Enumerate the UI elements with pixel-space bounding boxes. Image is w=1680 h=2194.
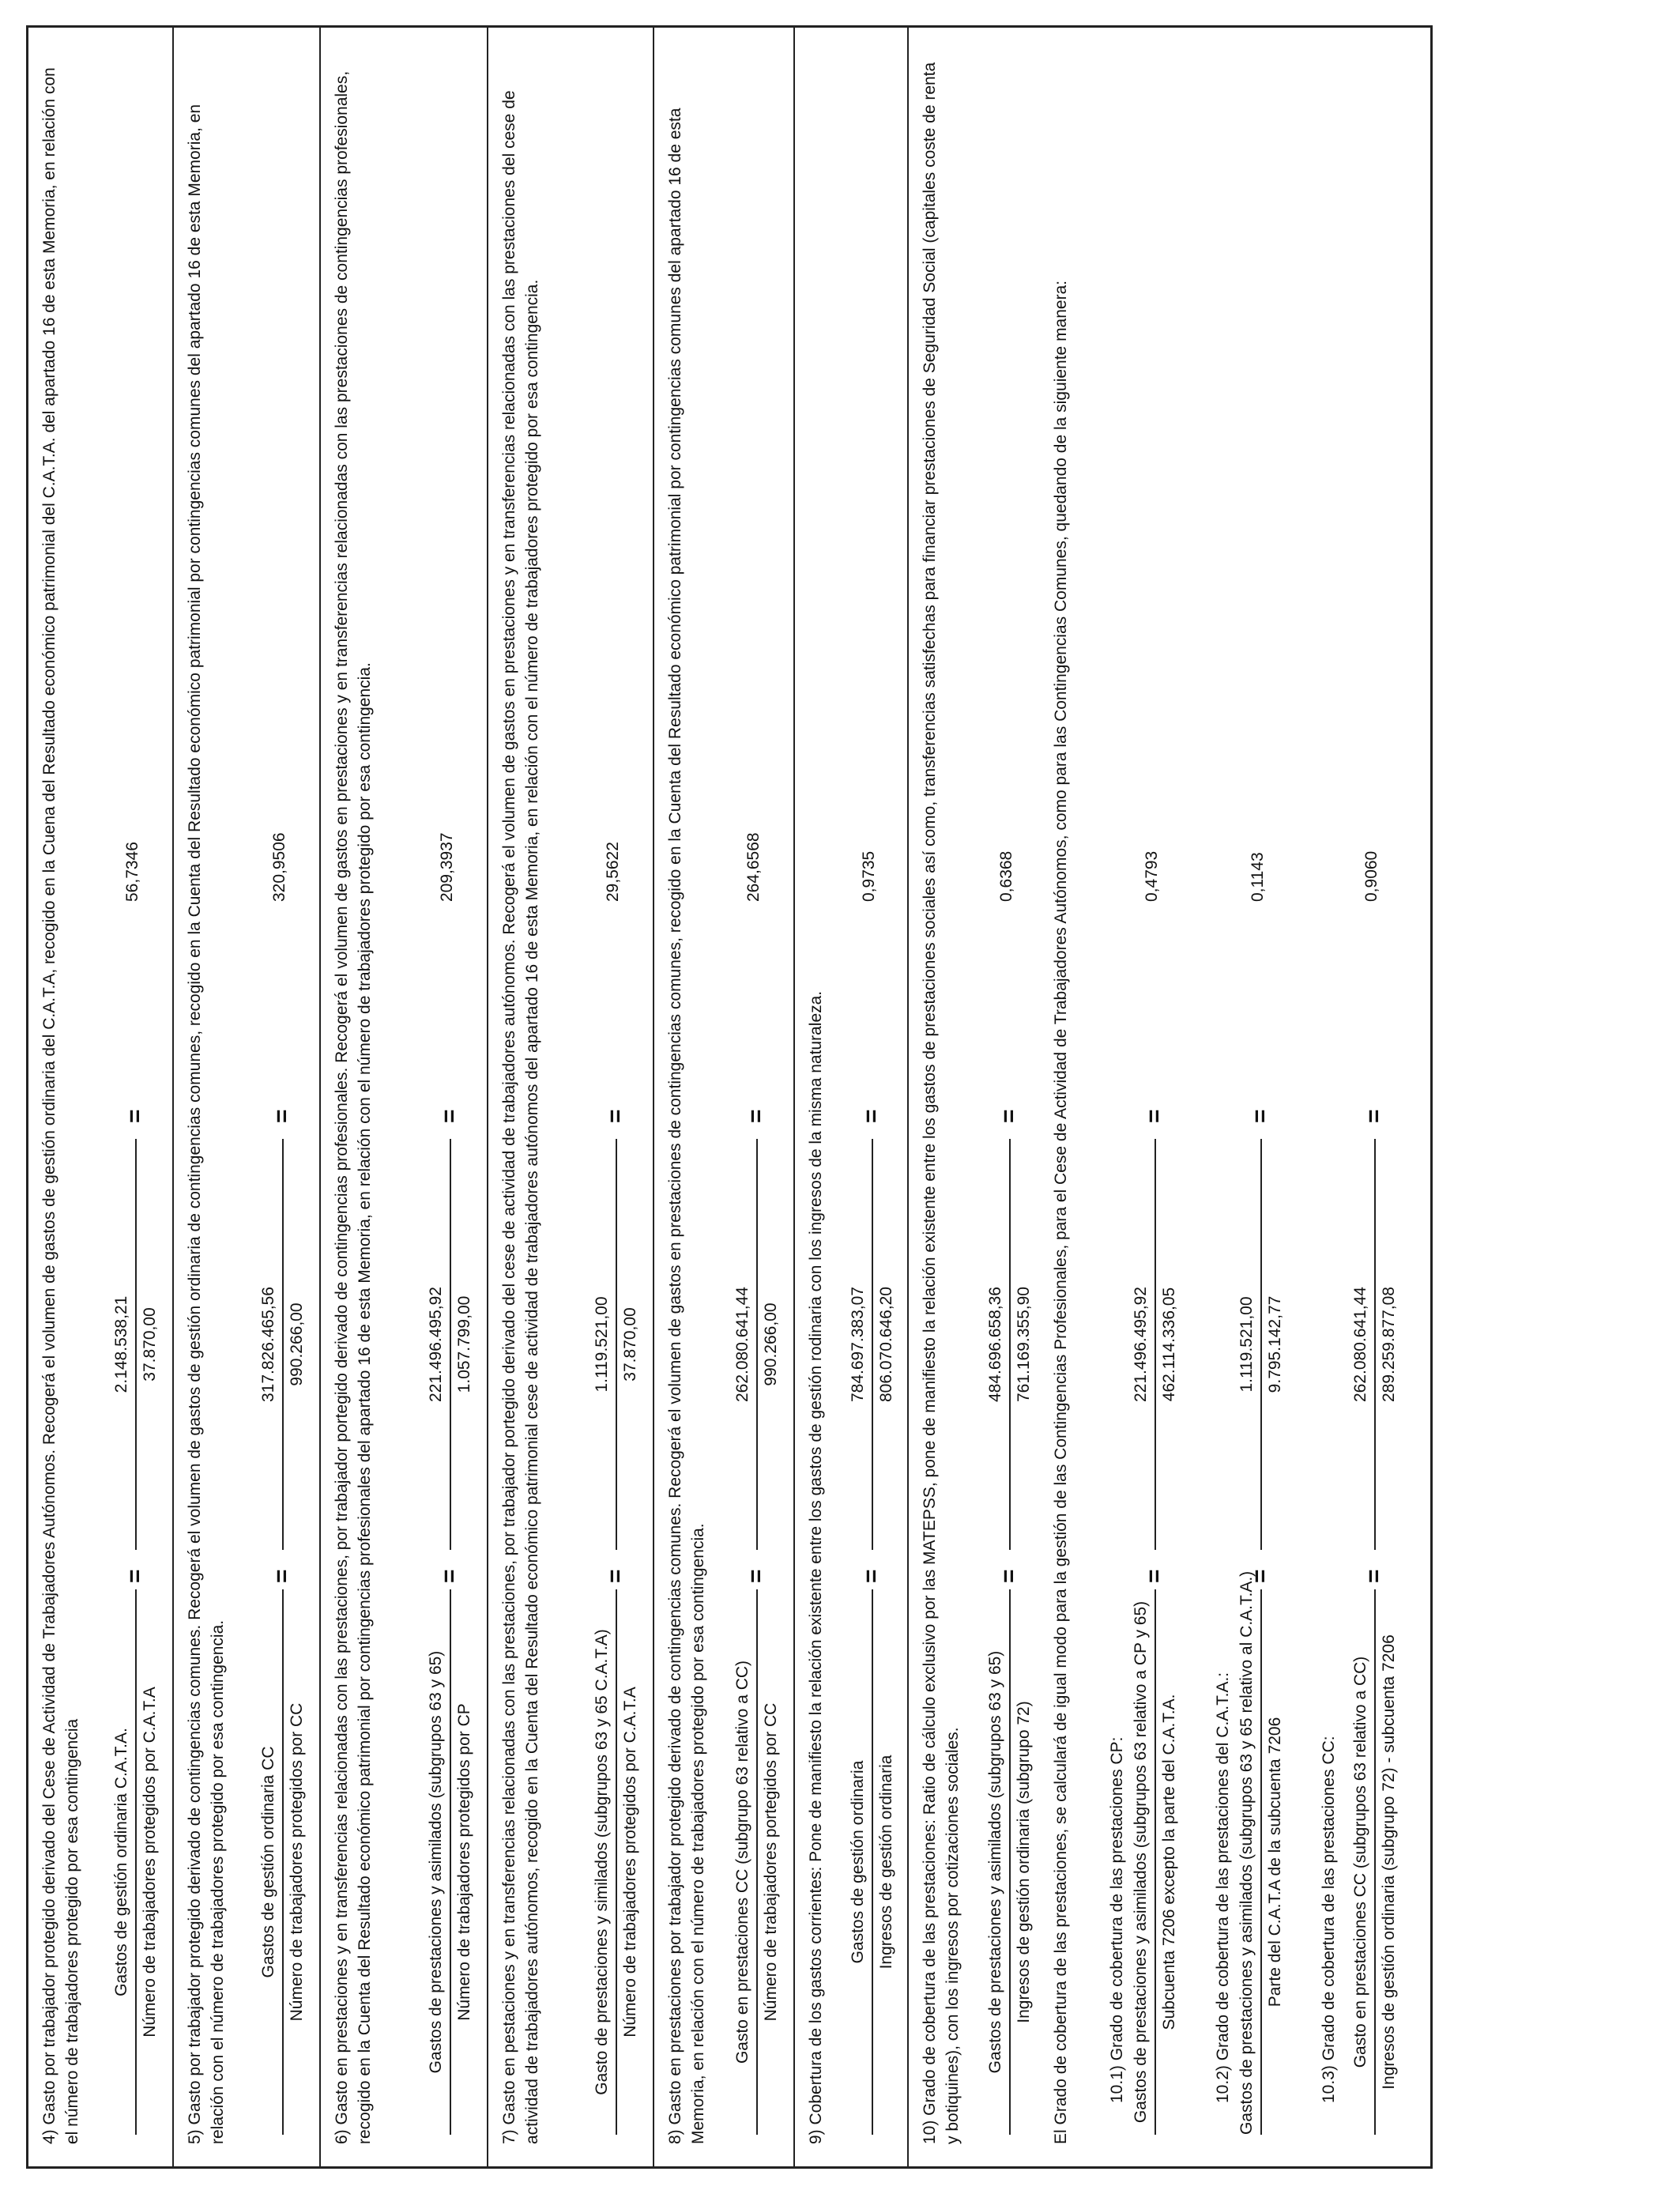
equals-sign: = xyxy=(436,1569,462,1583)
result-value: 0,9060 xyxy=(1362,850,1381,902)
numerator-value: 484.696.658,36 xyxy=(986,1287,1004,1402)
denominator-value: 289.259.877,08 xyxy=(1380,1287,1398,1402)
numerator-value: 317.826.465,56 xyxy=(259,1287,277,1402)
denominator-label: Ingresos de gestión ordinaria (subgrupo 72) - subcuenta 7206 xyxy=(1380,1634,1398,2090)
numerator-value: 262.080.641,44 xyxy=(733,1287,751,1402)
denominator-label: Número de trabajadores protegidos por C.A.T.A xyxy=(621,1687,639,2038)
equals-sign: = xyxy=(743,1109,769,1123)
section-description: 5) Gasto por trabajador protegido derivado de contingencias comunes. Recogerá el volumen de gastos de gestión ordinaria de contingencias comunes, recogido en la Cuenta del Resultado económico patrimonial por contingencias comunes del apartado 16 de esta Memoria, en relación con el número de trabajadores protegido por esa contingencia. xyxy=(186,104,227,2144)
numerator-label: Gastos de prestaciones y asimilados (subgrupos 63 y 65) xyxy=(986,1650,1004,2074)
result-value: 320,9506 xyxy=(270,832,288,902)
section-9 xyxy=(795,28,909,2166)
denominator-value: 761.169.355,90 xyxy=(1015,1287,1033,1402)
value-line xyxy=(1374,1139,1376,1550)
equals-sign: = xyxy=(743,1569,769,1583)
numerator-value: 1.119.521,00 xyxy=(1237,1296,1256,1393)
fraction-line xyxy=(872,1589,873,2135)
value-line xyxy=(450,1139,451,1550)
equals-sign: = xyxy=(1247,1569,1273,1583)
fraction-line xyxy=(1155,1589,1156,2135)
value-line xyxy=(1155,1139,1156,1550)
equals-sign: = xyxy=(602,1109,628,1123)
denominator-value: 1.057.799,00 xyxy=(455,1295,473,1393)
equals-sign: = xyxy=(436,1109,462,1123)
section-description: 4) Gasto por trabajador protegido derivado del Cese de Actividad de Trabajadores Autónomos. Recogerá el volumen de gastos de gestión ordinaria del C.A.T.A, recogido en la Cuena del Resultado económico patrimonial del C.A.T.A. del apartado 16 de esta Memoria, en relación con el número de trabajadores protegido por esa contingencia xyxy=(40,67,81,2144)
section-description: 8) Gasto en prestaciones por trabajador protegido derivado de contingencias comunes. Recogerá el volumen de gastos en prestaciones de contingencias comunes, recogido en la Cuenta del Resultado económico patrimonial por contingencias comunes del apartado 16 de esta Memoria, en relación con el número de trabajadores protegido por esa contingencia. xyxy=(666,107,707,2144)
numerator-label: Gasto en prestaciones CC (subgrupo 63 relativo a CC) xyxy=(733,1660,751,2064)
numerator-label: Gastos de prestaciones y asimilados (subgrupos 63 y 65 relativo al C.A.T.A.) xyxy=(1237,1570,1256,2135)
denominator-label: Número de trabajadores protegidos por CP xyxy=(455,1703,473,2021)
section-4 xyxy=(28,28,174,2166)
denominator-label: Ingresos de gestión ordinaria xyxy=(877,1755,895,1970)
fraction-line xyxy=(1009,1589,1011,2135)
result-value: 0,4793 xyxy=(1143,850,1161,902)
section-7 xyxy=(488,28,654,2166)
value-line xyxy=(756,1139,758,1550)
equals-sign: = xyxy=(1361,1109,1387,1123)
indicators-table xyxy=(26,25,1433,2169)
equals-sign: = xyxy=(858,1569,884,1583)
numerator-label: Gasto en prestaciones CC (subgrupos 63 relativo a CC) xyxy=(1351,1656,1369,2068)
equals-sign: = xyxy=(1141,1109,1167,1123)
numerator-label: Gastos de prestaciones y asimilados (subgrupos 63 relativo a CP y 65) xyxy=(1132,1600,1150,2124)
denominator-value: 990.266,00 xyxy=(762,1302,780,1386)
value-line xyxy=(616,1139,617,1550)
section-description: 9) Cobertura de los gastos corrientes: Pone de manifiesto la relación existente entre los gastos de gestión rodinaria con los ingresos de la misma naturaleza. xyxy=(807,990,825,2144)
numerator-value: 262.080.641,44 xyxy=(1351,1287,1369,1402)
denominator-label: Parte del C.A.T.A de la subcuenta 7206 xyxy=(1266,1717,1284,2007)
section-description: 10) Grado de cobertura de las prestaciones: Ratio de cálculo exclusivo por las MATEPSS, pone de manifiesto la relación existente entre los gastos de prestaciones sociales así como, transferencias satisfechas para financiar prestaciones de Seguridad Social (capitales coste de renta y botiquines), con los ingresos por cotizaciones sociales. xyxy=(921,62,962,2144)
result-value: 0,1143 xyxy=(1249,852,1267,902)
section-description: 6) Gasto en prestaciones y en transferencias relacionadas con las prestaciones, por trabajador portegido derivado de contingencias profesionales. Recogerá el volumen de gastos en prestaciones y en transferencias relacionadas con las prestaciones de contingencias profesionales, recogido en la Cuenta del Resultado económico patrimonial por contingencias profesionales del apartado 16 de esta Memoria, en relación con el número de trabajadores protegido por esa contingencia. xyxy=(333,70,374,2144)
section-6 xyxy=(321,28,488,2166)
equals-sign: = xyxy=(1361,1569,1387,1583)
result-value: 0,9735 xyxy=(860,850,878,902)
denominator-value: 990.266,00 xyxy=(288,1302,306,1386)
fraction-line xyxy=(1374,1589,1376,2135)
result-value: 209,3937 xyxy=(438,832,456,902)
section-intro: El Grado de cobertura de las prestaciones, se calculará de igual modo para la gestión de las Contingencias Profesionales, para el Cese de Actividad de Trabajadores Autónomos, como para las Contingencias Comunes, quedando de la siguiente manera: xyxy=(1052,280,1070,2144)
numerator-label: Gastos de prestaciones y asimilados (subgrupos 63 y 65) xyxy=(427,1650,445,2074)
numerator-label: Gasto de prestaciones y similados (subgrupos 63 y 65 C.A.T.A) xyxy=(593,1629,611,2095)
denominator-value: 37.870,00 xyxy=(621,1307,639,1382)
numerator-label: Gastos de gestión ordinaria xyxy=(849,1760,867,1964)
equals-sign: = xyxy=(269,1109,295,1123)
equals-sign: = xyxy=(1141,1569,1167,1583)
subsection-heading: 10.1) Grado de cobertura de las prestaciones CP: xyxy=(1108,1736,1126,2103)
denominator-label: Ingresos de gestión ordinaria (subgrupo 72) xyxy=(1015,1701,1033,2023)
denominator-label: Número de trabajadores portegidos por CC xyxy=(762,1702,780,2022)
numerator-value: 221.496.495,92 xyxy=(427,1287,445,1402)
numerator-label: Gastos de gestión ordinaria C.A.T.A. xyxy=(112,1728,130,1996)
result-value: 56,7346 xyxy=(123,842,141,902)
equals-sign: = xyxy=(996,1109,1022,1123)
value-line xyxy=(872,1139,873,1550)
equals-sign: = xyxy=(1247,1109,1273,1123)
section-5 xyxy=(174,28,321,2166)
equals-sign: = xyxy=(122,1109,148,1123)
denominator-label: Número de trabajadores protegidos por CC xyxy=(288,1702,306,2022)
section-8 xyxy=(654,28,795,2166)
value-line xyxy=(1009,1139,1011,1550)
equals-sign: = xyxy=(122,1569,148,1583)
denominator-value: 462.114.336,05 xyxy=(1160,1287,1178,1402)
equals-sign: = xyxy=(996,1569,1022,1583)
section-10 xyxy=(909,28,1435,2166)
denominator-label: Número de trabajadores protegidos por C.A.T.A xyxy=(141,1687,159,2038)
denominator-value: 37.870,00 xyxy=(141,1307,159,1382)
numerator-value: 784.697.383,07 xyxy=(849,1287,867,1402)
value-line xyxy=(1260,1139,1262,1550)
denominator-label: Subcuenta 7206 excepto la parte del C.A.T.A. xyxy=(1160,1694,1178,2030)
rotated-page xyxy=(26,19,1433,2169)
numerator-value: 2.148.538,21 xyxy=(112,1295,130,1393)
denominator-value: 9.795.142,77 xyxy=(1266,1295,1284,1393)
fraction-line xyxy=(756,1589,758,2135)
equals-sign: = xyxy=(602,1569,628,1583)
value-line xyxy=(282,1139,284,1550)
numerator-label: Gastos de gestión ordinaria CC xyxy=(259,1746,277,1978)
subsection-heading: 10.3) Grado de cobertura de las prestaciones CC: xyxy=(1320,1736,1338,2103)
section-description: 7) Gasto en pestaciones y en transferencias relacionadas con las prestaciones, por trabajador portegido derivado del cese de actividad de trabajadores autónomos. Recogerá el volumen de gastos en prestaciones y en transferencias relacionadas con las prestaciones del cese de actividad de trabajadores autónomos, recogido en la Cuenta del Resultado económico patrimonial cese de actividad de trabajadores autónomos del apartado 16 de esta Memoria, en relación con el número de trabajadores protegido por esa contingencia. xyxy=(500,90,541,2144)
fraction-line xyxy=(1260,1589,1262,2135)
result-value: 29,5622 xyxy=(604,842,622,902)
fraction-line xyxy=(450,1589,451,2135)
fraction-line xyxy=(282,1589,284,2135)
equals-sign: = xyxy=(269,1569,295,1583)
value-line xyxy=(135,1139,137,1550)
numerator-value: 1.119.521,00 xyxy=(593,1296,611,1393)
result-value: 0,6368 xyxy=(997,850,1015,902)
fraction-line xyxy=(616,1589,617,2135)
numerator-value: 221.496.495,92 xyxy=(1132,1287,1150,1402)
fraction-line xyxy=(135,1589,137,2135)
result-value: 264,6568 xyxy=(744,832,763,902)
equals-sign: = xyxy=(858,1109,884,1123)
subsection-heading: 10.2) Grado de cobertura de las prestaciones del C.A.T.A.: xyxy=(1214,1672,1232,2103)
denominator-value: 806.070.646,20 xyxy=(877,1287,895,1402)
